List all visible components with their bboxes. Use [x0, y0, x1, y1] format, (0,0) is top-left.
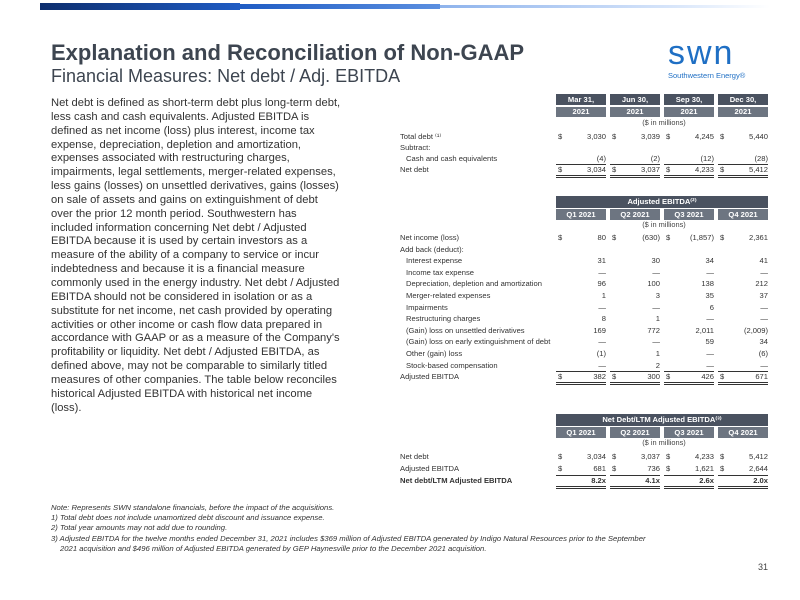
value-cell: 2,644: [748, 464, 768, 473]
row-label: Merger-related expenses: [406, 291, 491, 300]
footnote-2: 2) Total year amounts may not add due to rounding.: [51, 523, 228, 533]
value-cell: 169: [593, 325, 606, 335]
value-cell: 4.1x: [645, 476, 660, 485]
company-logo: [668, 36, 764, 80]
currency-symbol: $: [558, 372, 563, 382]
underline: [664, 371, 714, 372]
currency-symbol: $: [612, 233, 617, 242]
value-cell: —: [760, 360, 768, 370]
value-cell: 300: [647, 372, 660, 382]
row-label: Net debt/LTM Adjusted EBITDA: [400, 476, 513, 485]
value-cell: 4,233: [694, 165, 714, 174]
double-underline: [664, 486, 714, 489]
units-caption: ($ in millions): [642, 438, 686, 447]
value-cell: 41: [759, 256, 768, 266]
double-underline: [664, 382, 714, 385]
currency-symbol: $: [666, 452, 671, 461]
net-debt-ltm-table: [398, 414, 772, 494]
value-cell: —: [706, 349, 714, 358]
value-cell: 3,030: [586, 132, 606, 141]
footnote-1: 1) Total debt does not include unamortized debt discount and issuance expense.: [51, 513, 325, 523]
column-header-quarter: Q1 2021: [556, 209, 606, 220]
value-cell: 3,037: [640, 165, 660, 174]
value-cell: —: [598, 302, 606, 312]
currency-symbol: $: [612, 372, 617, 382]
currency-symbol: $: [558, 233, 563, 242]
value-cell: 3,037: [640, 452, 660, 461]
column-header-quarter: Q2 2021: [610, 427, 660, 438]
double-underline: [556, 486, 606, 489]
value-cell: 5,412: [748, 165, 768, 174]
value-cell: 2: [655, 360, 660, 370]
value-cell: 2,011: [695, 325, 714, 335]
table-banner: Adjusted EBITDA⁽²⁾: [556, 196, 768, 208]
column-header-quarter: Q4 2021: [718, 209, 768, 220]
slide-title: [51, 40, 571, 86]
value-cell: (630): [642, 233, 660, 242]
row-label: (Gain) loss on unsettled derivatives: [406, 325, 525, 335]
accent-segment-dark: [40, 3, 240, 10]
value-cell: 30: [651, 256, 660, 266]
column-header-quarter: Q3 2021: [664, 427, 714, 438]
currency-symbol: $: [666, 233, 671, 242]
title-line-1: Explanation and Reconciliation of Non-GAAP: [51, 40, 525, 65]
value-cell: 1: [601, 291, 606, 300]
double-underline: [718, 486, 768, 489]
column-header-date: Mar 31,: [556, 94, 606, 105]
currency-symbol: $: [666, 165, 671, 174]
value-cell: (12): [700, 154, 714, 163]
column-header-quarter: Q3 2021: [664, 209, 714, 220]
row-label: Adjusted EBITDA: [400, 464, 460, 473]
underline: [718, 475, 768, 476]
currency-symbol: $: [720, 165, 725, 174]
currency-symbol: $: [720, 372, 725, 382]
row-label: Subtract:: [400, 143, 431, 152]
value-cell: 1: [655, 349, 660, 358]
value-cell: 1: [655, 314, 660, 324]
double-underline: [556, 382, 606, 385]
value-cell: 671: [755, 372, 768, 382]
row-label: Impairments: [406, 302, 448, 312]
currency-symbol: $: [612, 132, 617, 141]
column-header-date: Jun 30,: [610, 94, 660, 105]
currency-symbol: $: [612, 464, 617, 473]
column-header-year: 2021: [718, 107, 768, 117]
column-header-quarter: Q1 2021: [556, 427, 606, 438]
page-number: 31: [757, 562, 768, 572]
row-label: Stock-based compensation: [406, 360, 498, 370]
accent-segment-light: [440, 5, 770, 8]
currency-symbol: $: [720, 452, 725, 461]
units-caption: ($ in millions): [642, 118, 686, 127]
value-cell: 37: [759, 291, 768, 300]
underline: [664, 475, 714, 476]
value-cell: 5,412: [748, 452, 768, 461]
logo-subtitle: Southwestern Energy®: [668, 71, 746, 80]
column-header-year: 2021: [664, 107, 714, 117]
value-cell: 736: [647, 464, 660, 473]
currency-symbol: $: [666, 464, 671, 473]
row-label: Income tax expense: [406, 267, 474, 277]
currency-symbol: $: [720, 132, 725, 141]
column-header-year: 2021: [610, 107, 660, 117]
underline: [610, 164, 660, 165]
currency-symbol: $: [666, 372, 671, 382]
row-label: Add back (deduct):: [400, 244, 464, 254]
underline: [664, 164, 714, 165]
underline: [610, 475, 660, 476]
double-underline: [664, 175, 714, 178]
value-cell: 1,621: [694, 464, 714, 473]
currency-symbol: $: [612, 165, 617, 174]
column-header-date: Dec 30,: [718, 94, 768, 105]
row-label: Depreciation, depletion and amortization: [406, 279, 542, 289]
value-cell: —: [706, 360, 714, 370]
value-cell: —: [760, 302, 768, 312]
column-header-quarter: Q2 2021: [610, 209, 660, 220]
net-debt-table: [398, 94, 772, 184]
logo-wordmark: swn: [668, 34, 735, 72]
value-cell: 138: [701, 279, 714, 289]
units-caption: ($ in millions): [642, 220, 686, 229]
row-label: Restructuring charges: [406, 314, 481, 324]
value-cell: (2): [650, 154, 660, 163]
row-label: Cash and cash equivalents: [406, 154, 498, 163]
row-label: Total debt ⁽¹⁾: [400, 132, 442, 141]
value-cell: 35: [705, 291, 714, 300]
table-banner: Net Debt/LTM Adjusted EBITDA⁽³⁾: [556, 414, 768, 426]
column-header-year: 2021: [556, 107, 606, 117]
value-cell: (1,857): [689, 233, 714, 242]
value-cell: 34: [705, 256, 714, 266]
value-cell: —: [652, 337, 660, 347]
currency-symbol: $: [558, 464, 563, 473]
underline: [610, 371, 660, 372]
double-underline: [556, 175, 606, 178]
double-underline: [610, 486, 660, 489]
currency-symbol: $: [720, 233, 725, 242]
value-cell: (6): [758, 349, 768, 358]
value-cell: 6: [709, 302, 714, 312]
underline: [556, 164, 606, 165]
row-label: Adjusted EBITDA: [400, 372, 460, 382]
value-cell: 80: [597, 233, 606, 242]
footnote-note: Note: Represents SWN standalone financials, before the impact of the acquisitions.: [51, 503, 335, 512]
currency-symbol: $: [720, 464, 725, 473]
value-cell: 59: [705, 337, 714, 347]
column-header-quarter: Q4 2021: [718, 427, 768, 438]
row-label: (Gain) loss on early extinguishment of debt: [406, 337, 551, 347]
value-cell: 2.6x: [699, 476, 714, 485]
value-cell: 100: [647, 279, 660, 289]
value-cell: 5,440: [748, 132, 768, 141]
underline: [718, 164, 768, 165]
value-cell: (4): [596, 154, 606, 163]
value-cell: 31: [597, 256, 606, 266]
row-label: Interest expense: [406, 256, 463, 266]
accent-segment-mid: [240, 4, 440, 9]
row-label: Other (gain) loss: [406, 349, 463, 358]
column-header-date: Sep 30,: [664, 94, 714, 105]
value-cell: —: [706, 314, 714, 324]
underline: [556, 475, 606, 476]
value-cell: 96: [597, 279, 606, 289]
row-label: Net debt: [400, 452, 429, 461]
currency-symbol: $: [558, 132, 563, 141]
value-cell: 8.2x: [591, 476, 606, 485]
value-cell: (28): [754, 154, 768, 163]
double-underline: [610, 382, 660, 385]
currency-symbol: $: [558, 165, 563, 174]
value-cell: —: [652, 267, 660, 277]
adjusted-ebitda-table: [398, 196, 772, 396]
value-cell: 4,245: [694, 132, 714, 141]
title-line-2: Financial Measures: Net debt / Adj. EBITDA: [51, 66, 401, 86]
value-cell: —: [760, 267, 768, 277]
row-label: Net debt: [400, 165, 429, 174]
value-cell: 2,361: [748, 233, 768, 242]
currency-symbol: $: [612, 452, 617, 461]
currency-symbol: $: [666, 132, 671, 141]
value-cell: 3,034: [586, 452, 606, 461]
footnotes: [51, 503, 771, 554]
value-cell: —: [652, 302, 660, 312]
value-cell: 34: [759, 337, 768, 347]
value-cell: —: [598, 337, 606, 347]
definition-paragraph: Net debt is defined as short-term debt plus long-term debt, less cash and cash equivalents. Adjusted EBITDA is defined as net income (loss) plus interest, income tax expense, depreciation, depletion and amortization, expenses associated with restructuring charges, impairments, legal settlements, merger-related expenses, less gains (losses) on unsettled derivatives, gains (losses) on sale of assets and gains on extinguishment of debt over the prior 12 month period. Southwestern has included information concerning Net debt / Adjusted EBITDA because it is used by certain investors as a measure of the ability of a company to service or incur indebtedness and because it is a financial measure commonly used in the energy industry. Net debt / Adjusted EBITDA should not be considered in isolation or as a substitute for net income, net cash provided by operating activities or other income or cash flow data prepared in accordance with GAAP or as a measure of the Company's profitability or liquidity. Net debt / Adjusted EBITDA, as defined above, may not be comparable to similarly titled measures of other companies. The table below reconciles historical Adjusted EBITDA with historical net income (loss).: [51, 97, 341, 414]
top-accent-bar: [0, 0, 800, 14]
underline: [718, 371, 768, 372]
value-cell: 2.0x: [753, 476, 768, 485]
value-cell: 3,034: [586, 165, 606, 174]
value-cell: (1): [596, 349, 606, 358]
underline: [556, 371, 606, 372]
value-cell: —: [706, 267, 714, 277]
value-cell: —: [598, 267, 606, 277]
value-cell: 426: [701, 372, 714, 382]
value-cell: —: [598, 360, 606, 370]
value-cell: 8: [601, 314, 606, 324]
currency-symbol: $: [558, 452, 563, 461]
value-cell: 772: [647, 325, 660, 335]
value-cell: 681: [593, 464, 606, 473]
value-cell: (2,009): [743, 325, 768, 335]
row-label: Net income (loss): [400, 233, 460, 242]
double-underline: [718, 382, 768, 385]
value-cell: —: [760, 314, 768, 324]
value-cell: 3: [655, 291, 660, 300]
double-underline: [718, 175, 768, 178]
value-cell: 4,233: [694, 452, 714, 461]
footnote-3-continued: 2021 acquisition and $496 million of Adjusted EBITDA generated by GEP Haynesville prior to the December 2021 acquisition.: [60, 543, 487, 553]
value-cell: 212: [755, 279, 768, 289]
footnote-3: 3) Adjusted EBITDA for the twelve months ended December 31, 2021 includes $369 million of Adjusted EBITDA generated by Indigo Natural Resources prior to the September: [51, 533, 646, 543]
value-cell: 382: [593, 372, 606, 382]
double-underline: [610, 175, 660, 178]
value-cell: 3,039: [640, 132, 660, 141]
